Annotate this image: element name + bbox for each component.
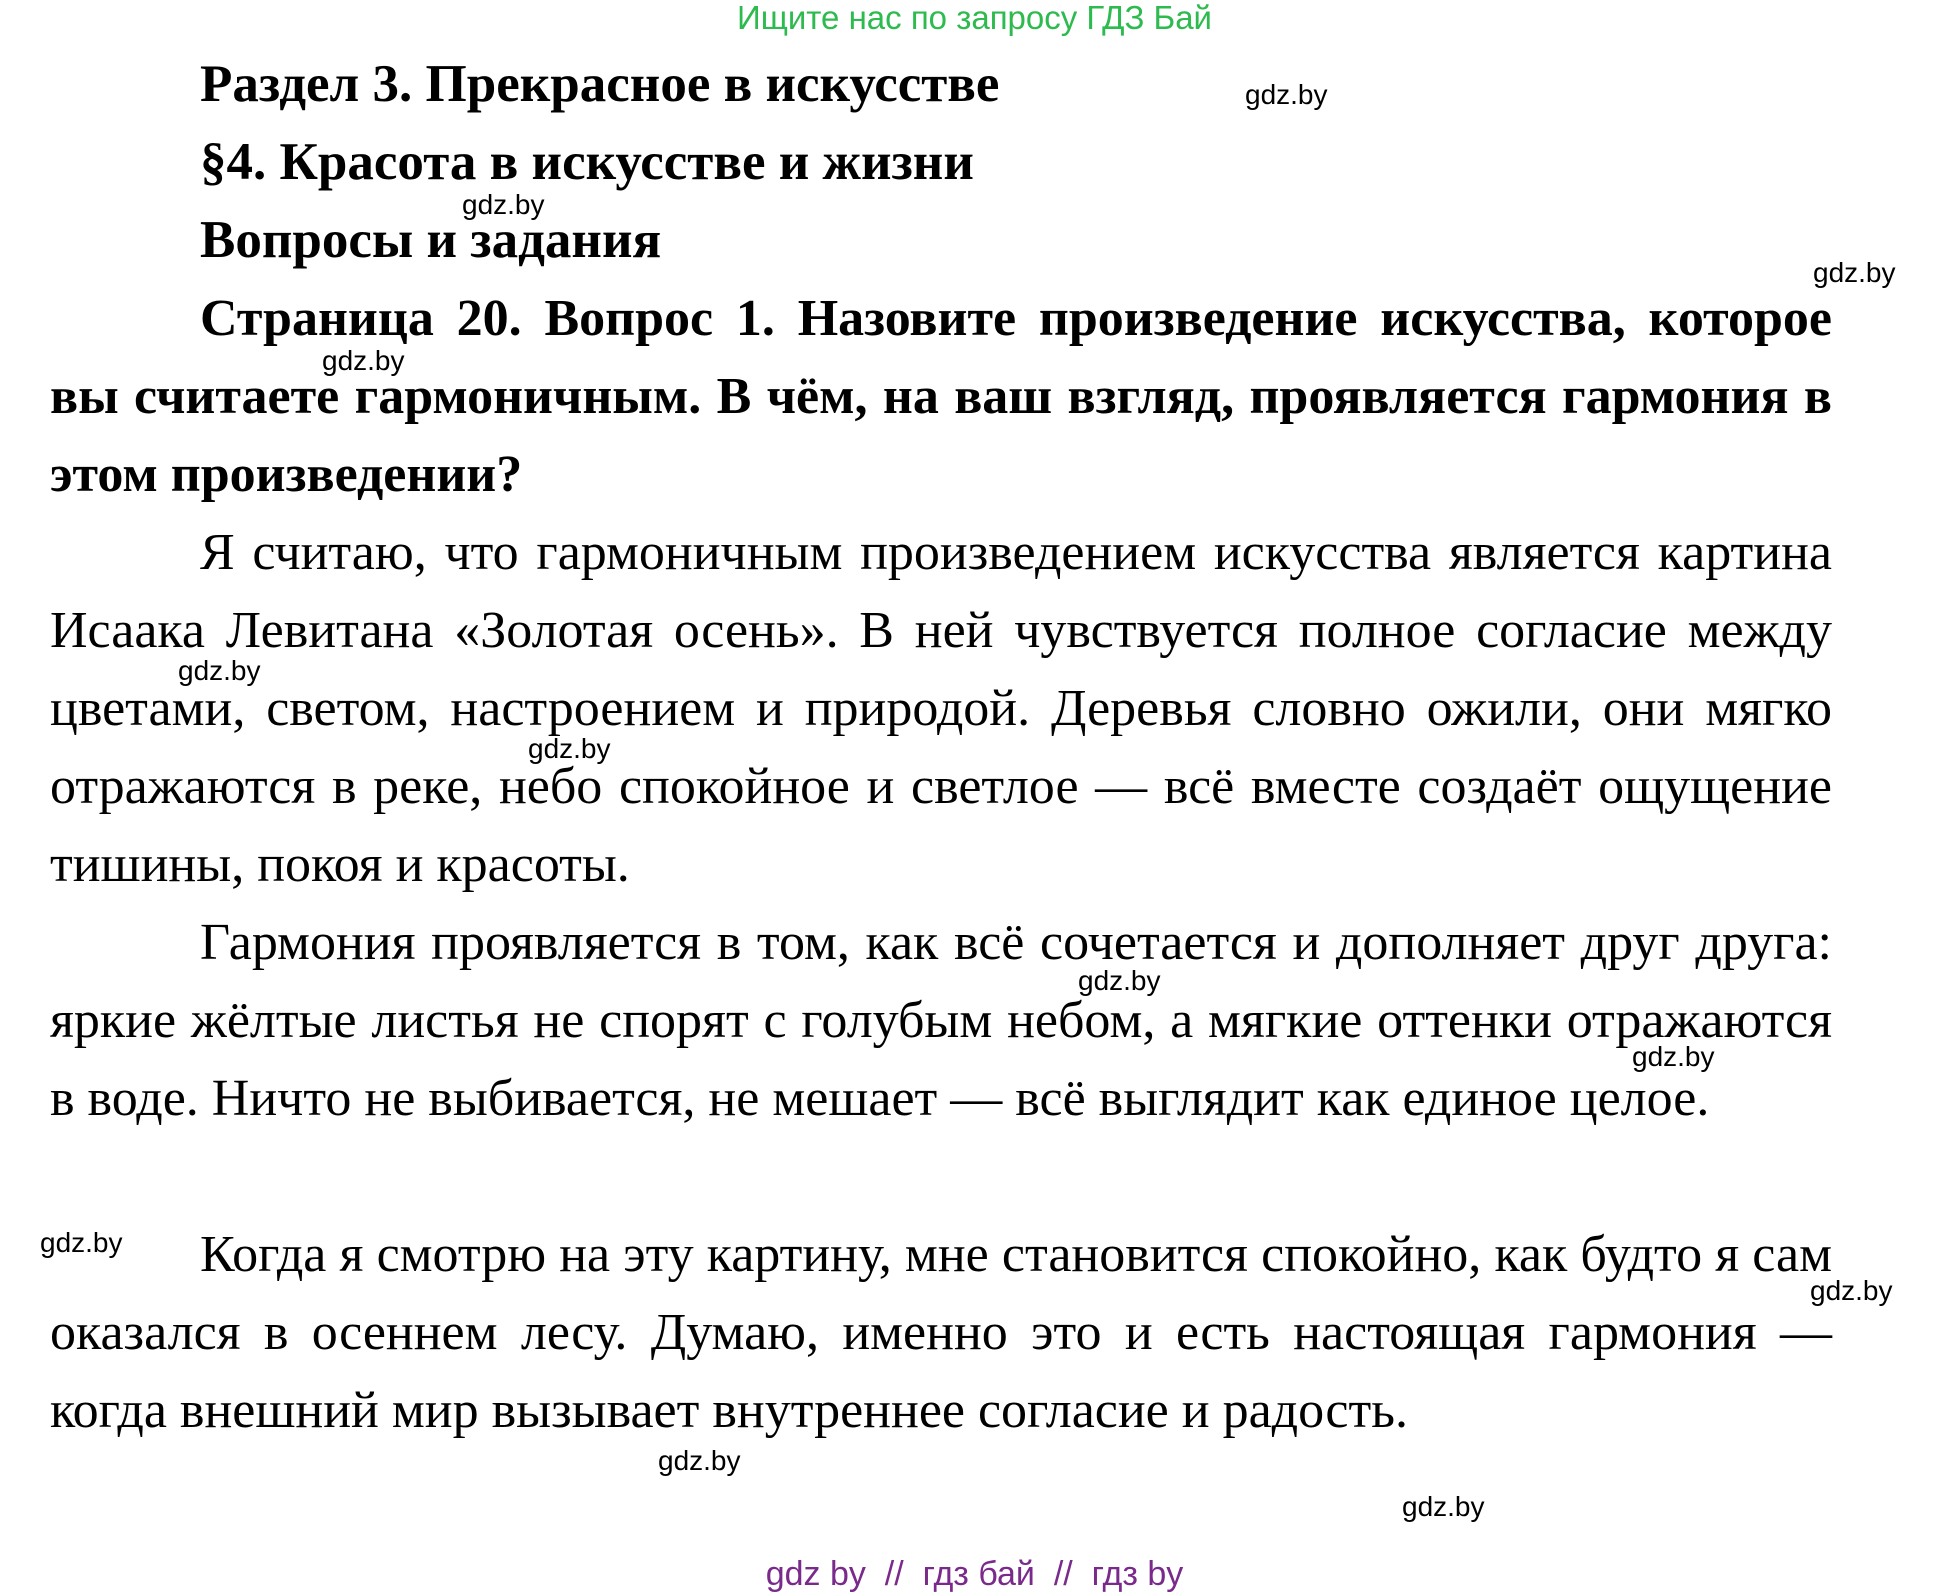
question-text: Страница 20. Вопрос 1. Назовите произведение искусства, которое вы считаете гармоничным. В чём, на ваш взгляд, проявляется гармония в этом произведении? bbox=[50, 290, 1832, 503]
watermark: gdz.by bbox=[1632, 1041, 1715, 1072]
watermark: gdz.by bbox=[1813, 257, 1896, 288]
watermark: gdz.by bbox=[1078, 965, 1161, 996]
watermark: gdz.by bbox=[1245, 79, 1328, 110]
watermark: gdz.by bbox=[462, 189, 545, 220]
watermark: gdz.by bbox=[178, 655, 261, 686]
watermark: gdz.by bbox=[1810, 1275, 1893, 1306]
answer-paragraph-1: Я считаю, что гармоничным произведением искусства является картина Исаака Левитана «Золотая осень». В ней чувствуется полное согласие между цветами, светом, настроением и природой. Деревья словно ожили, они мягко отражаются в реке, небо спокойное и светлое — всё вместе создаёт ощущение тишины, покоя и красоты. bbox=[50, 524, 1832, 893]
watermark: gdz.by bbox=[1402, 1491, 1485, 1522]
watermark: gdz.by bbox=[322, 345, 405, 376]
search-banner[interactable]: Ищите нас по запросу ГДЗ Бай bbox=[737, 0, 1212, 36]
watermark: gdz.by bbox=[40, 1227, 123, 1258]
paragraph-title: §4. Красота в искусстве и жизни bbox=[200, 133, 974, 191]
watermark: gdz.by bbox=[658, 1445, 741, 1476]
answer-paragraph-2: Гармония проявляется в том, как всё сочетается и дополняет друг друга: яркие жёлтые листья не спорят с голубым небом, а мягкие оттенки отражаются в воде. Ничто не выбивается, не мешает — всё выглядит как единое целое. bbox=[50, 914, 1832, 1127]
footer-links[interactable]: gdz by // гдз бай // гдз by bbox=[765, 1555, 1184, 1593]
section-title: Раздел 3. Прекрасное в искусстве bbox=[200, 55, 1000, 113]
subsection-title: Вопросы и задания bbox=[200, 211, 662, 269]
watermark: gdz.by bbox=[528, 733, 611, 764]
answer-paragraph-3: Когда я смотрю на эту картину, мне становится спокойно, как будто я сам оказался в осеннем лесу. Думаю, именно это и есть настоящая гармония — когда внешний мир вызывает внутреннее согласие и радость. bbox=[50, 1226, 1832, 1439]
